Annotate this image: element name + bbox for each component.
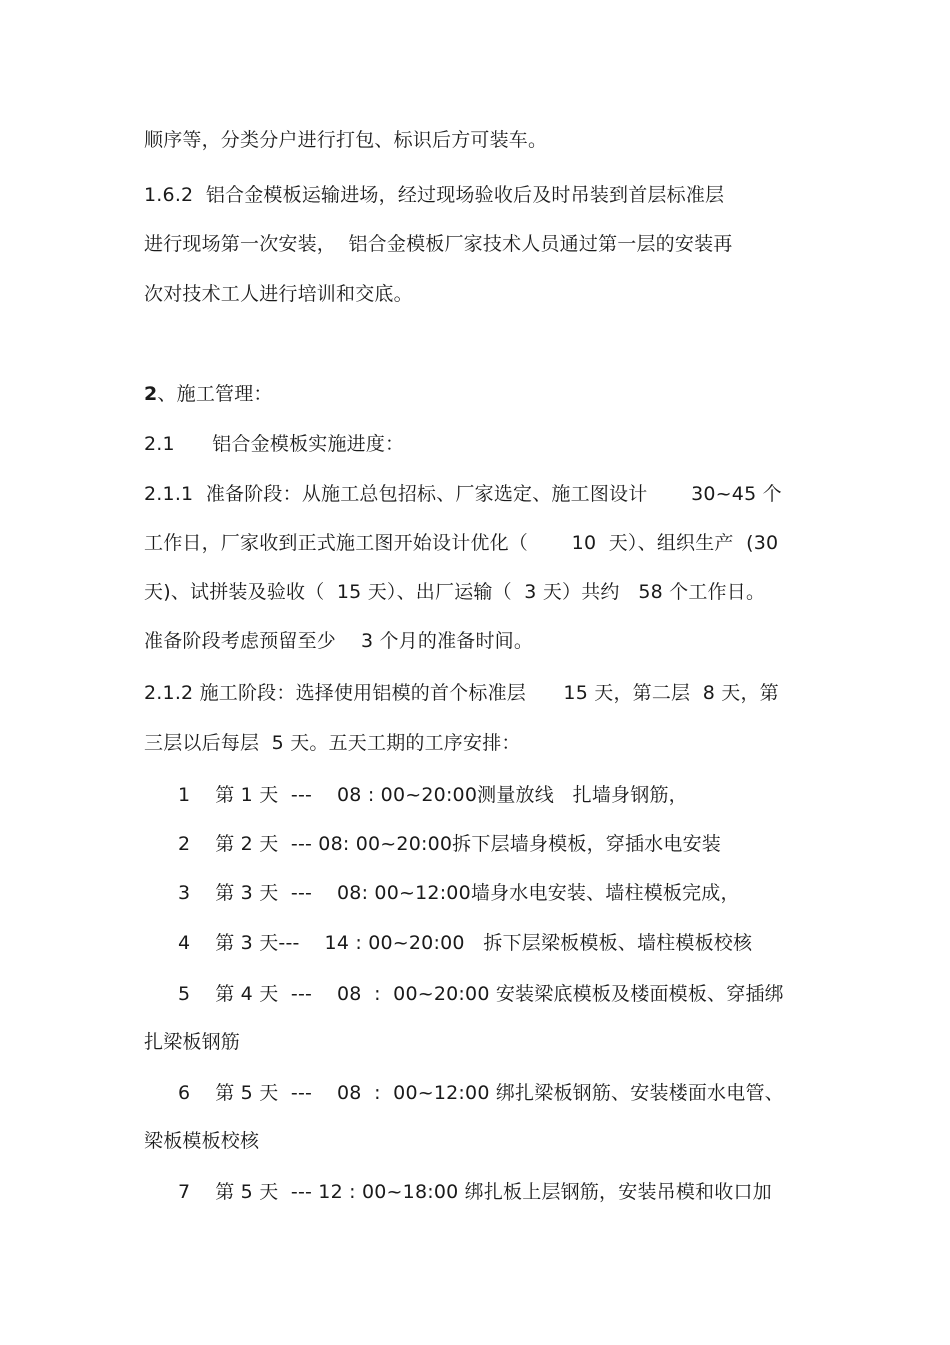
- text-line: 天)、试拼装及验收（ 15 天）、出厂运输（ 3 天）共约 58 个工作日。: [144, 581, 766, 603]
- schedule-item-continuation: 扎梁板钢筋: [144, 1031, 241, 1053]
- text-line: 准备阶段考虑预留至少 3 个月的准备时间。: [144, 630, 534, 652]
- text-line: 2.1.1 准备阶段：从施工总包招标、厂家选定、施工图设计 30~45 个: [144, 483, 782, 505]
- schedule-item: 2 第 2 天 --- 08: 00~20:00拆下层墙身模板，穿插水电安装: [178, 833, 721, 855]
- section-title: 、施工管理：: [157, 383, 273, 405]
- schedule-item: 1 第 1 天 --- 08 : 00~20:00测量放线 扎墙身钢筋，: [178, 784, 688, 806]
- schedule-item: 6 第 5 天 --- 08 : 00~12:00 绑扎梁板钢筋、安装楼面水电管、: [178, 1082, 784, 1104]
- text-line: 进行现场第一次安装， 铝合金模板厂家技术人员通过第一层的安装再: [144, 233, 733, 255]
- subsection-heading: 2.1 铝合金模板实施进度：: [144, 433, 405, 455]
- schedule-item: 7 第 5 天 --- 12 : 00~18:00 绑扎板上层钢筋，安装吊模和收口加: [178, 1181, 772, 1203]
- text-line: 工作日，厂家收到正式施工图开始设计优化（ 10 天）、组织生产 (30: [144, 532, 779, 554]
- schedule-item: 4 第 3 天--- 14 : 00~20:00 拆下层梁板模板、墙柱模板校核: [178, 932, 753, 954]
- schedule-item: 5 第 4 天 --- 08 : 00~20:00 安装梁底模板及楼面模板、穿插绑: [178, 983, 784, 1005]
- text-line: 2.1.2 施工阶段：选择使用铝模的首个标准层 15 天，第二层 8 天，第: [144, 682, 779, 704]
- section-number: 2: [144, 383, 158, 405]
- schedule-item-continuation: 梁板模板校核: [144, 1130, 260, 1152]
- text-line: 次对技术工人进行培训和交底。: [144, 283, 413, 305]
- text-line: 1.6.2 铝合金模板运输进场，经过现场验收后及时吊装到首层标准层: [144, 184, 725, 206]
- text-line: 顺序等，分类分户进行打包、标识后方可装车。: [144, 129, 548, 151]
- schedule-item: 3 第 3 天 --- 08: 00~12:00墙身水电安装、墙柱模板完成，: [178, 882, 740, 904]
- section-heading: [144, 382, 273, 406]
- text-line: 三层以后每层 5 天。五天工期的工序安排：: [144, 732, 521, 754]
